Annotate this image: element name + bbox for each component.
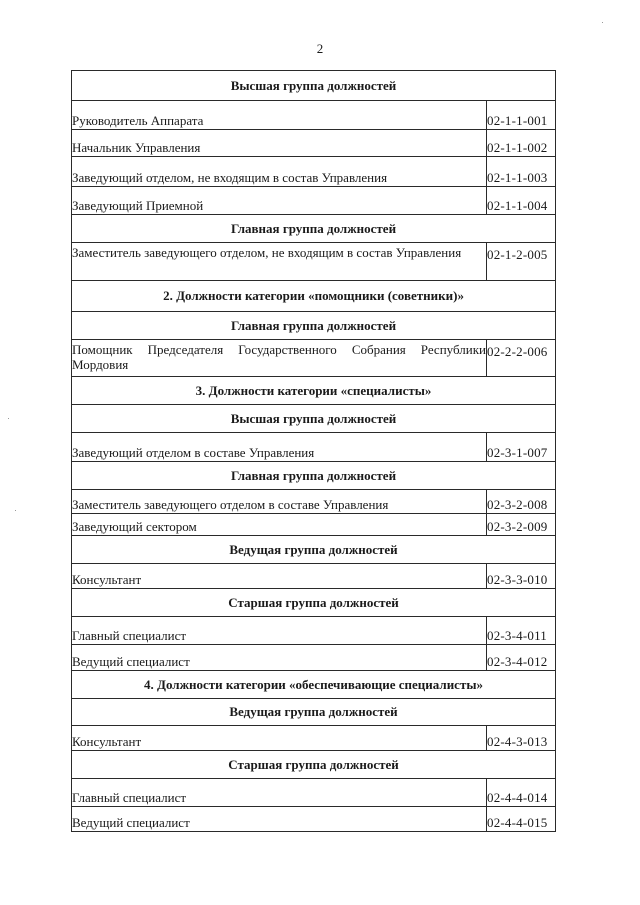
group-heading: Главная группа должностей: [72, 215, 556, 243]
position-name: Заместитель заведующего отделом, не входящим в состав Управления: [72, 243, 487, 281]
group-heading-row: [72, 699, 556, 726]
group-heading-row: [72, 462, 556, 490]
position-row: [72, 779, 556, 807]
position-name: Главный специалист: [72, 617, 487, 645]
position-name: Заместитель заведующего отделом в составе Управления: [72, 490, 487, 514]
position-name: Начальник Управления: [72, 130, 487, 157]
position-row: [72, 807, 556, 832]
position-row: [72, 490, 556, 514]
group-heading: Главная группа должностей: [72, 462, 556, 490]
position-code: 02-1-1-001: [487, 101, 556, 130]
position-code: 02-1-2-005: [487, 243, 556, 281]
position-code: 02-3-1-007: [487, 433, 556, 462]
position-name: Ведущий специалист: [72, 645, 487, 671]
group-heading-row: [72, 589, 556, 617]
position-name: Заведующий Приемной: [72, 187, 487, 215]
scan-speck: [15, 510, 16, 511]
position-name: Заведующий сектором: [72, 514, 487, 536]
position-row: [72, 243, 556, 281]
position-row: [72, 617, 556, 645]
group-heading: Старшая группа должностей: [72, 589, 556, 617]
group-heading-row: [72, 215, 556, 243]
group-heading-row: [72, 377, 556, 405]
position-code: 02-3-2-008: [487, 490, 556, 514]
page-number: 2: [316, 41, 324, 56]
position-name: Консультант: [72, 564, 487, 589]
position-row: [72, 187, 556, 215]
position-row: [72, 130, 556, 157]
position-code: 02-1-1-002: [487, 130, 556, 157]
group-heading-row: [72, 405, 556, 433]
group-heading: Главная группа должностей: [72, 312, 556, 340]
position-name: Главный специалист: [72, 779, 487, 807]
group-heading-row: [72, 671, 556, 699]
position-code: 02-1-1-003: [487, 157, 556, 187]
position-code: 02-2-2-006: [487, 340, 556, 377]
group-heading: Старшая группа должностей: [72, 751, 556, 779]
position-code: 02-3-4-012: [487, 645, 556, 671]
group-heading-row: [72, 536, 556, 564]
position-row: [72, 157, 556, 187]
position-code: 02-1-1-004: [487, 187, 556, 215]
group-heading-row: [72, 281, 556, 312]
position-name: Помощник Председателя Государственного Собрания Республики Мордовия: [72, 340, 487, 377]
position-row: [72, 340, 556, 377]
group-heading: 4. Должности категории «обеспечивающие специалисты»: [72, 671, 556, 699]
position-name: Консультант: [72, 726, 487, 751]
group-heading-row: [72, 71, 556, 101]
position-code: 02-4-4-015: [487, 807, 556, 832]
position-row: [72, 726, 556, 751]
group-heading: Ведущая группа должностей: [72, 699, 556, 726]
scan-speck: [8, 418, 9, 419]
position-row: [72, 101, 556, 130]
position-code: 02-3-4-011: [487, 617, 556, 645]
position-name: Ведущий специалист: [72, 807, 487, 832]
positions-register-table: [71, 70, 556, 832]
group-heading: 2. Должности категории «помощники (советники)»: [72, 281, 556, 312]
table-body: [72, 71, 556, 832]
group-heading: Высшая группа должностей: [72, 71, 556, 101]
position-code: 02-4-3-013: [487, 726, 556, 751]
position-name: Заведующий отделом, не входящим в состав Управления: [72, 157, 487, 187]
scan-speck: [602, 22, 603, 23]
position-code: 02-4-4-014: [487, 779, 556, 807]
group-heading-row: [72, 312, 556, 340]
position-row: [72, 564, 556, 589]
position-name: Заведующий отделом в составе Управления: [72, 433, 487, 462]
position-name: Руководитель Аппарата: [72, 101, 487, 130]
group-heading: Высшая группа должностей: [72, 405, 556, 433]
group-heading-row: [72, 751, 556, 779]
position-code: 02-3-2-009: [487, 514, 556, 536]
position-row: [72, 645, 556, 671]
group-heading: Ведущая группа должностей: [72, 536, 556, 564]
position-row: [72, 433, 556, 462]
position-row: [72, 514, 556, 536]
group-heading: 3. Должности категории «специалисты»: [72, 377, 556, 405]
position-code: 02-3-3-010: [487, 564, 556, 589]
